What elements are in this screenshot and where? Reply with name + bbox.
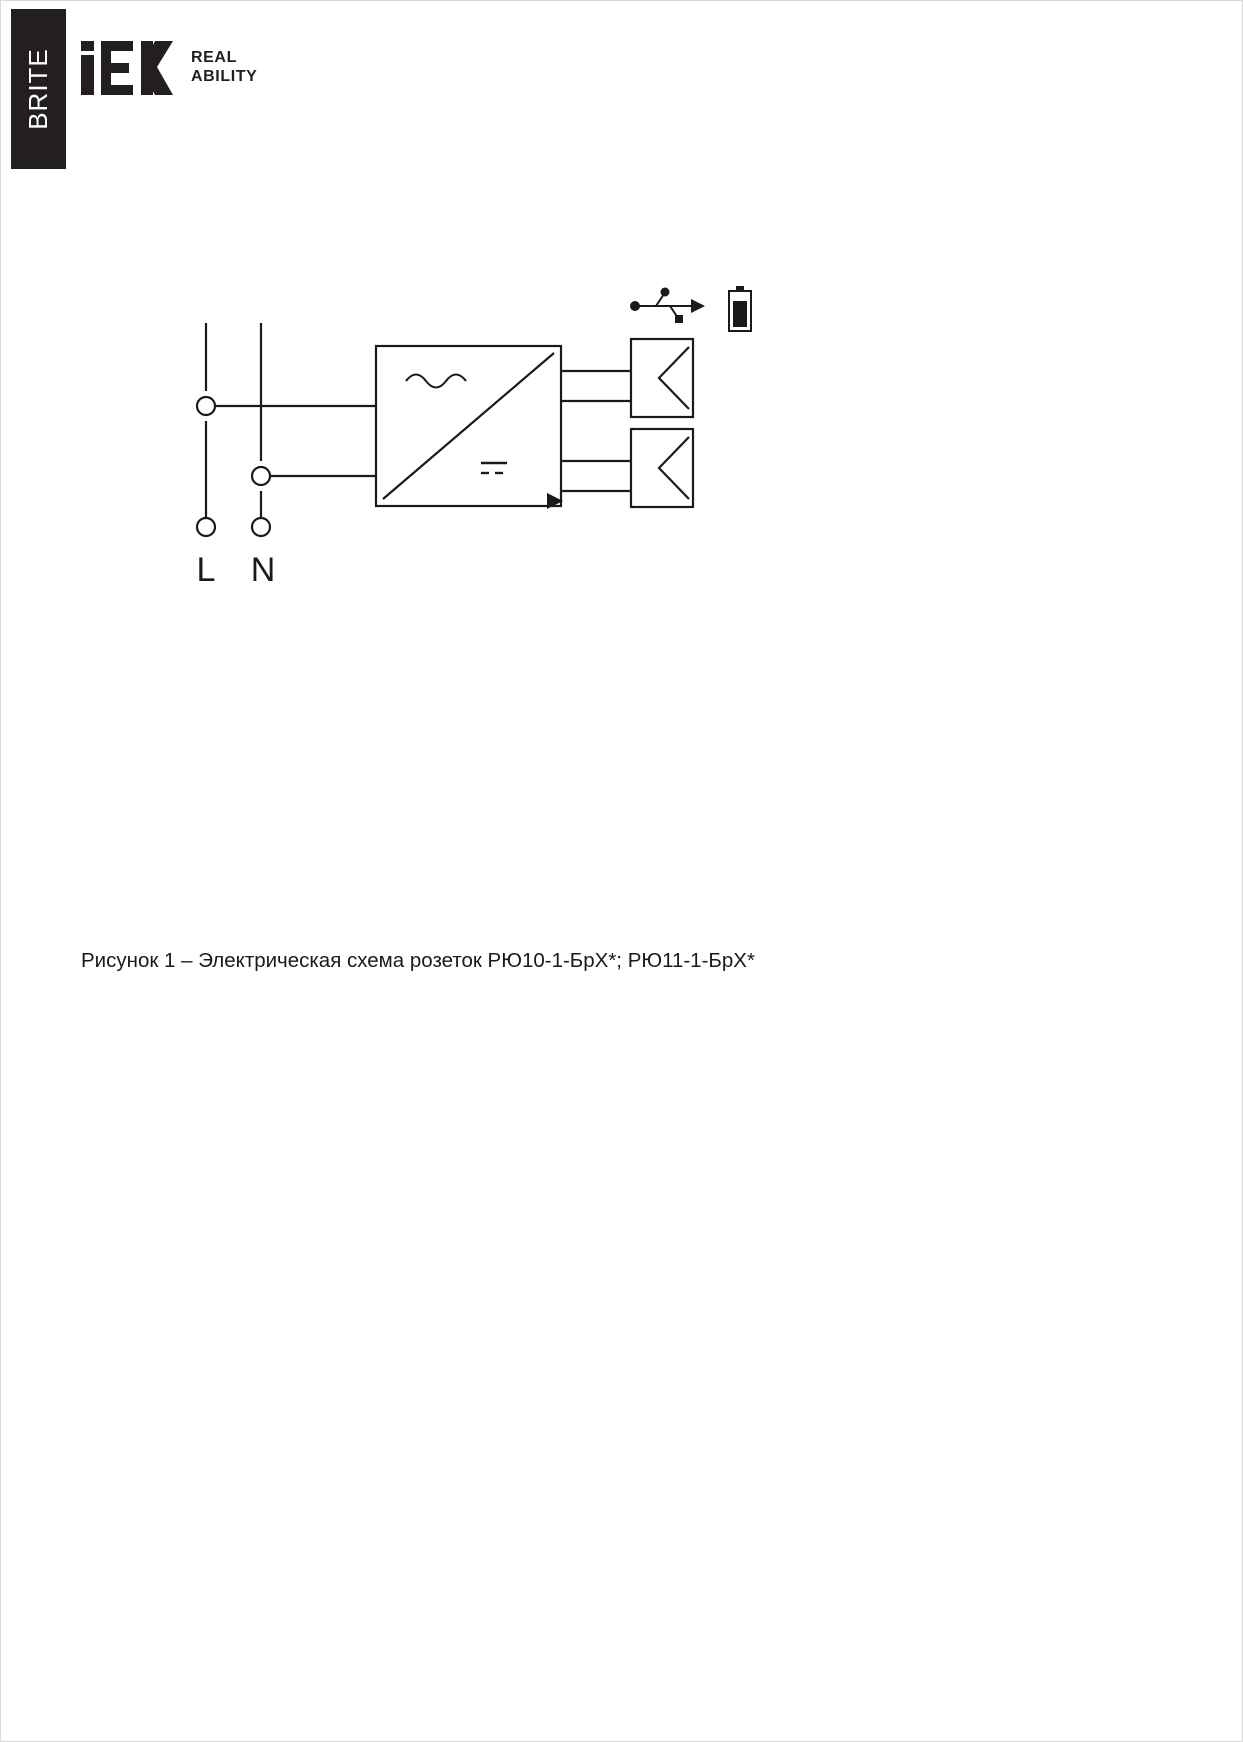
electrical-schematic bbox=[151, 281, 851, 621]
line-terminal-node bbox=[197, 518, 215, 536]
ac-symbol bbox=[406, 375, 466, 388]
brand-tab-label: BRITE bbox=[23, 48, 53, 130]
usb-port-lower-symbol bbox=[659, 437, 689, 499]
figure-caption: Рисунок 1 – Электрическая схема розеток РЮ10-1-БрХ*; РЮ11-1-БрХ* bbox=[81, 949, 755, 972]
usb-port-upper-symbol bbox=[659, 347, 689, 409]
neutral-junction-node bbox=[252, 467, 270, 485]
brand-tab bbox=[11, 9, 66, 169]
usb-icon bbox=[630, 288, 705, 324]
line-junction-node bbox=[197, 397, 215, 415]
usb-port-lower bbox=[631, 429, 693, 507]
logo-tagline-line2: ABILITY bbox=[191, 68, 258, 85]
terminal-label-neutral: N bbox=[250, 551, 276, 589]
neutral-terminal-node bbox=[252, 518, 270, 536]
terminal-label-line: L bbox=[196, 551, 216, 589]
converter-diagonal bbox=[383, 353, 554, 499]
usb-port-upper bbox=[631, 339, 693, 417]
battery-icon bbox=[729, 286, 751, 331]
logo-tagline-line1: REAL bbox=[191, 49, 237, 67]
logo-tagline bbox=[191, 49, 257, 87]
iek-logo-icon bbox=[81, 39, 177, 97]
logo bbox=[81, 39, 257, 97]
